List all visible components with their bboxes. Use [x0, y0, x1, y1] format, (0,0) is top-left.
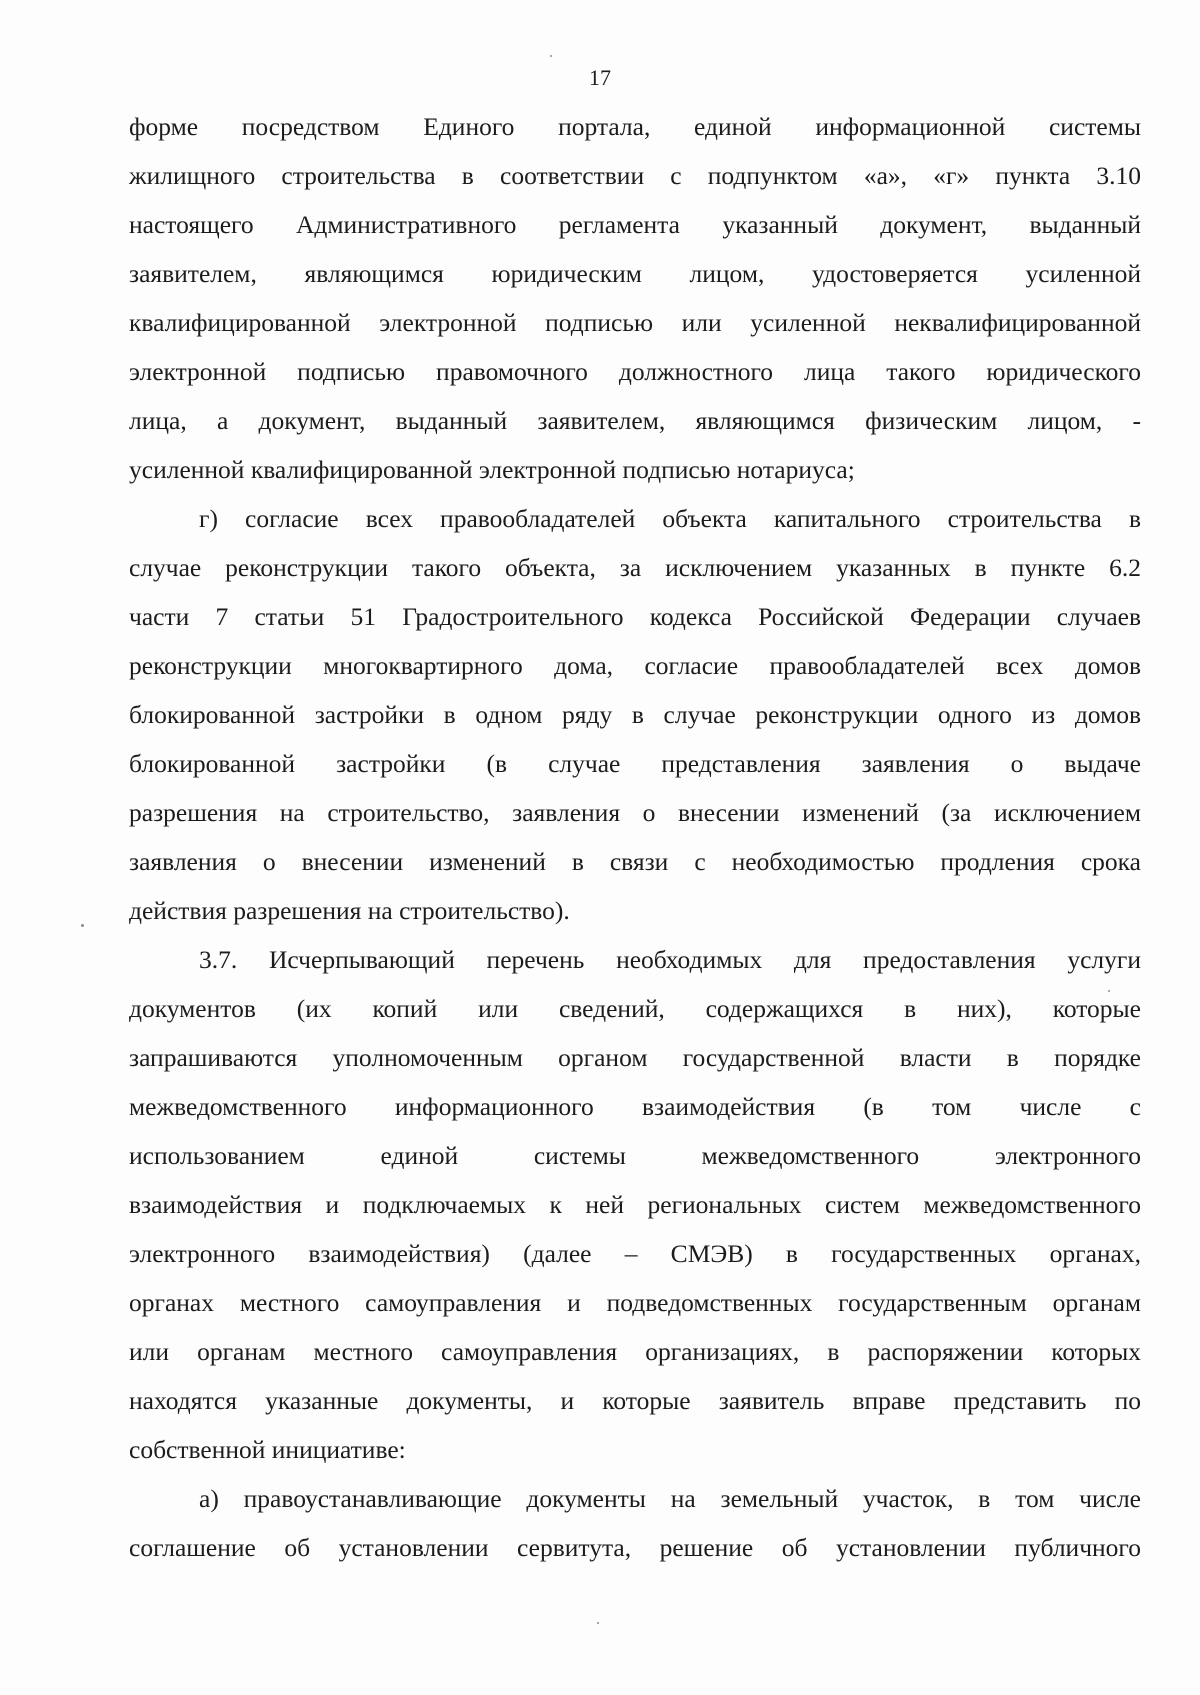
paragraph-section-3-7 — [129, 935, 1141, 1474]
text-line: соглашение об установлении сервитута, решение об установлении публичного — [129, 1533, 1141, 1562]
text-line: квалифицированной электронной подписью или усиленной неквалифицированной — [129, 308, 1141, 337]
text-line: находятся указанные документы, и которые заявитель вправе представить по — [129, 1386, 1141, 1415]
text-line: заявителем, являющимся юридическим лицом, удостоверяется усиленной — [129, 259, 1141, 288]
text-line: части 7 статьи 51 Градостроительного кодекса Российской Федерации случаев — [129, 602, 1141, 631]
scan-speck — [597, 1622, 599, 1624]
paragraph-continuation — [129, 102, 1141, 494]
text-line: действия разрешения на строительство). — [129, 896, 570, 925]
text-line: собственной инициативе: — [129, 1435, 406, 1464]
text-line: 3.7. Исчерпывающий перечень необходимых для предоставления услуги — [199, 945, 1141, 974]
page-number: 17 — [589, 65, 611, 90]
text-line: г) согласие всех правообладателей объекта капитального строительства в — [199, 504, 1141, 533]
scan-speck — [1108, 990, 1110, 992]
paragraph-item-a — [129, 1474, 1141, 1572]
paragraph-item-g — [129, 494, 1141, 935]
text-line: настоящего Административного регламента указанный документ, выданный — [129, 210, 1141, 239]
document-body — [129, 102, 1141, 1572]
text-line: межведомственного информационного взаимодействия (в том числе с — [129, 1092, 1141, 1121]
text-line: документов (их копий или сведений, содержащихся в них), которые — [129, 994, 1141, 1023]
text-line: электронного взаимодействия) (далее – СМЭВ) в государственных органах, — [129, 1239, 1141, 1268]
text-line: заявления о внесении изменений в связи с необходимостью продления срока — [129, 847, 1141, 876]
text-line: усиленной квалифицированной электронной подписью нотариуса; — [129, 455, 855, 484]
text-line: запрашиваются уполномоченным органом государственной власти в порядке — [129, 1043, 1141, 1072]
text-line: разрешения на строительство, заявления о внесении изменений (за исключением — [129, 798, 1141, 827]
text-line: лица, а документ, выданный заявителем, являющимся физическим лицом, - — [129, 406, 1141, 435]
scan-speck — [81, 924, 84, 927]
text-line: реконструкции многоквартирного дома, согласие правообладателей всех домов — [129, 651, 1141, 680]
text-line: блокированной застройки в одном ряду в случае реконструкции одного из домов — [129, 700, 1141, 729]
scan-speck — [550, 55, 552, 57]
text-line: или органам местного самоуправления организациях, в распоряжении которых — [129, 1337, 1141, 1366]
text-line: форме посредством Единого портала, единой информационной системы — [129, 112, 1141, 141]
text-line: электронной подписью правомочного должностного лица такого юридического — [129, 357, 1141, 386]
text-line: а) правоустанавливающие документы на земельный участок, в том числе — [199, 1484, 1141, 1513]
text-line: взаимодействия и подключаемых к ней региональных систем межведомственного — [129, 1190, 1141, 1219]
text-line: использованием единой системы межведомственного электронного — [129, 1141, 1141, 1170]
text-line: случае реконструкции такого объекта, за исключением указанных в пункте 6.2 — [129, 553, 1141, 582]
text-line: жилищного строительства в соответствии с подпунктом «а», «г» пункта 3.10 — [129, 161, 1141, 190]
text-line: блокированной застройки (в случае представления заявления о выдаче — [129, 749, 1141, 778]
text-line: органах местного самоуправления и подведомственных государственным органам — [129, 1288, 1141, 1317]
